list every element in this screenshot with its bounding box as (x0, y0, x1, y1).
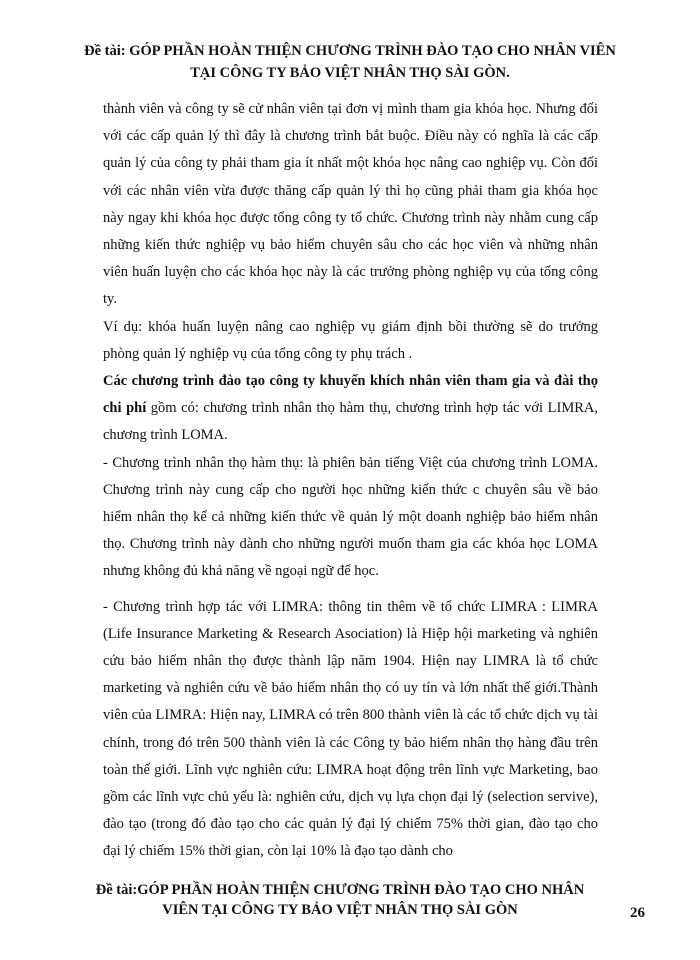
footer-title-line-2: VIÊN TẠI CÔNG TY BẢO VIỆT NHÂN THỌ SÀI GÒN (162, 902, 518, 918)
paragraph-limra-program: - Chương trình hợp tác với LIMRA: thông tin thêm về tổ chức LIMRA : LIMRA (Life Insurance Marketing & Research Asociation) là Hiệp hội marketing và nghiên cứu bảo hiểm nhân thọ được thành lập năm 1904. Hiện nay LIMRA là tổ chức marketing và nghiên cứu về bảo hiểm nhân thọ có uy tín và lớn nhất thế giới.Thành viên của LIMRA: Hiện nay, LIMRA có trên 800 thành viên là các tổ chức dịch vụ tài chính, trong đó trên 500 thành viên là các Công ty bảo hiểm nhân thọ hàng đầu trên toàn thế giới. Lĩnh vực nghiên cứu: LIMRA hoạt động trên lĩnh vực Marketing, bao gồm các lĩnh vực chủ yếu là: nghiên cứu, dịch vụ lựa chọn đại lý (selection servive), đào tạo (trong đó đào tạo cho các quản lý đại lý chiếm 75% thời gian, đào tạo cho đại lý chiếm 15% thời gian, còn lại 10% là đạo tạo dành cho (103, 598, 598, 860)
header-title-line-2: TẠI CÔNG TY BẢO VIỆT NHÂN THỌ SÀI GÒN. (190, 65, 510, 81)
body-text (103, 96, 598, 866)
sponsored-programs-heading: Các chương trình đào tạo công ty khuyến khích nhân viên tham gia và đài thọ chi phí (103, 373, 598, 417)
page-footer (60, 880, 620, 920)
paragraph-example: Ví dụ: khóa huấn luyện nâng cao nghiệp vụ giám định bồi thường sẽ do trưởng phòng quản lý nghiệp vụ của tổng công ty phụ trách . (103, 318, 598, 362)
page-number: 26 (630, 905, 645, 921)
sponsored-programs-list: gồm có: chương trình nhân thọ hàm thụ, chương trình hợp tác với LIMRA, chương trình LOMA. (103, 400, 598, 444)
footer-title-line-1: Đề tài:GÓP PHẦN HOÀN THIỆN CHƯƠNG TRÌNH ĐÀO TẠO CHO NHÂN (95, 882, 585, 898)
header-title-line-1: Đề tài: GÓP PHẦN HOÀN THIỆN CHƯƠNG TRÌNH ĐÀO TẠO CHO NHÂN VIÊN (84, 43, 616, 59)
paragraph-correspondence-program: - Chương trình nhân thọ hàm thụ: là phiên bản tiếng Việt của chương trình LOMA. Chương trình này cung cấp cho người học những kiến thức c chuyên sâu về bảo hiểm nhân thọ kể cả những kiến thức về quản lý một doanh nghiệp bảo hiểm nhân thọ. Chương trình này dành cho những người muốn tham gia các khóa học LOMA nhưng không đủ khả năng về ngoại ngữ để học. (103, 454, 598, 580)
page-header (0, 40, 700, 84)
paragraph-training-intro: thành viên và công ty sẽ cử nhân viên tại đơn vị mình tham gia khóa học. Nhưng đối với các cấp quản lý thì đây là chương trình bắt buộc. Điều này có nghĩa là các cấp quản lý của công ty phải tham gia ít nhất một khóa học nâng cao nghiệp vụ. Còn đối với các nhân viên vừa được thăng cấp quản lý thì họ cũng phải tham gia khóa học này ngay khi khóa học được tổng công ty tổ chức. Chương trình này nhằm cung cấp những kiến thức nghiệp vụ bảo hiểm chuyên sâu cho các học viên và những nhân viên huấn luyện cho các khóa học này là các trưởng phòng nghiệp vụ của tổng công ty. (103, 101, 598, 308)
paragraph-sponsored-programs (103, 368, 598, 450)
